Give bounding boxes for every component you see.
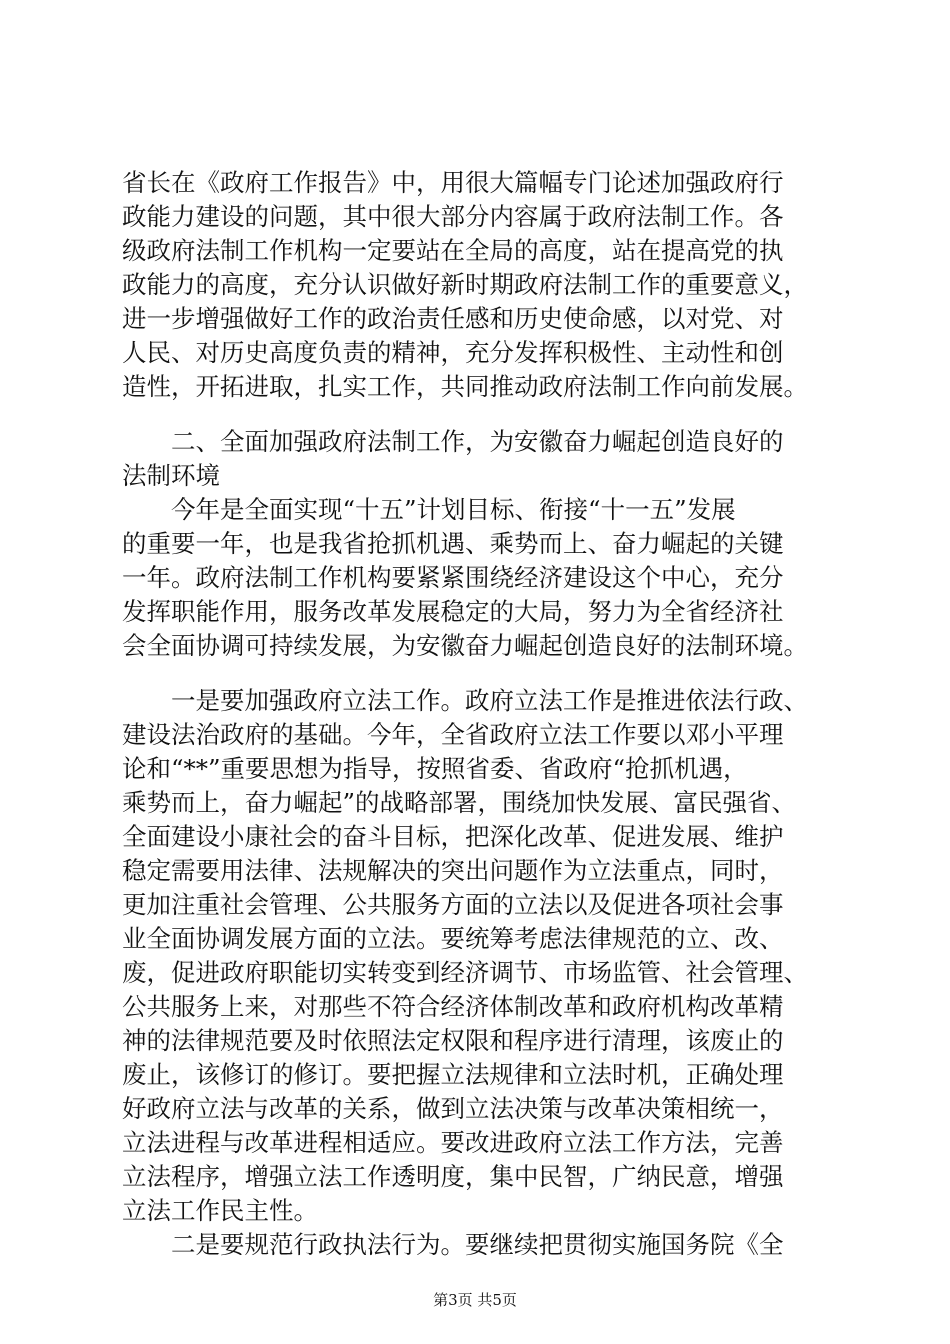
text-line: 今年是全面实现“十五”计划目标、衔接“十一五”发展 [122, 495, 736, 524]
text-line: 乘势而上，奋力崛起”的战略部署，围绕加快发展、富民强省、 [122, 788, 797, 817]
text-line: 会全面协调可持续发展，为安徽奋力崛起创造良好的法制环境。 [122, 631, 808, 660]
text-line: 立法进程与改革进程相适应。要改进政府立法工作方法，完善 [122, 1128, 784, 1157]
text-line: 废，促进政府职能切实转变到经济调节、市场监管、社会管理、 [122, 958, 808, 987]
text-line: 废止，该修订的修订。要把握立法规律和立法时机，正确处理 [122, 1060, 784, 1089]
text-line: 进一步增强做好工作的政治责任感和历史使命感，以对党、对 [122, 304, 784, 333]
text-line: 二是要规范行政执法行为。要继续把贯彻实施国务院《全 [122, 1230, 784, 1259]
section-heading-line: 法制环境 [122, 461, 220, 490]
text-line: 立法程序，增强立法工作透明度，集中民智，广纳民意，增强 [122, 1162, 784, 1191]
text-line: 发挥职能作用，服务改革发展稳定的大局，努力为全省经济社 [122, 597, 784, 626]
text-line: 更加注重社会管理、公共服务方面的立法以及促进各项社会事 [122, 890, 784, 919]
text-line: 的重要一年，也是我省抢抓机遇、乘势而上、奋力崛起的关键 [122, 529, 784, 558]
text-line: 造性，开拓进取，扎实工作，共同推动政府法制工作向前发展。 [122, 372, 808, 401]
text-line: 一年。政府法制工作机构要紧紧围绕经济建设这个中心，充分 [122, 563, 784, 592]
section-heading-line: 二、全面加强政府法制工作，为安徽奋力崛起创造良好的 [122, 427, 784, 456]
text-line: 稳定需要用法律、法规解决的突出问题作为立法重点，同时， [122, 856, 784, 885]
text-line: 好政府立法与改革的关系，做到立法决策与改革决策相统一， [122, 1094, 784, 1123]
text-line: 公共服务上来，对那些不符合经济体制改革和政府机构改革精 [122, 992, 784, 1021]
text-line: 政能力建设的问题，其中很大部分内容属于政府法制工作。各 [122, 202, 784, 231]
text-line: 立法工作民主性。 [122, 1196, 318, 1225]
text-line: 业全面协调发展方面的立法。要统筹考虑法律规范的立、改、 [122, 924, 784, 953]
text-line: 人民、对历史高度负责的精神，充分发挥积极性、主动性和创 [122, 338, 784, 367]
text-line: 政能力的高度，充分认识做好新时期政府法制工作的重要意义， [122, 270, 808, 299]
text-line: 一是要加强政府立法工作。政府立法工作是推进依法行政、 [122, 686, 808, 715]
text-line: 建设法治政府的基础。今年，全省政府立法工作要以邓小平理 [122, 720, 784, 749]
text-line: 省长在《政府工作报告》中，用很大篇幅专门论述加强政府行 [122, 168, 784, 197]
text-line: 全面建设小康社会的奋斗目标，把深化改革、促进发展、维护 [122, 822, 784, 851]
text-line: 级政府法制工作机构一定要站在全局的高度，站在提高党的执 [122, 236, 784, 265]
text-line: 论和“**”重要思想为指导，按照省委、省政府“抢抓机遇， [122, 754, 748, 783]
page-number-footer: 第3页 共5页 [433, 1291, 517, 1309]
text-line: 神的法律规范要及时依照法定权限和程序进行清理，该废止的 [122, 1026, 784, 1055]
